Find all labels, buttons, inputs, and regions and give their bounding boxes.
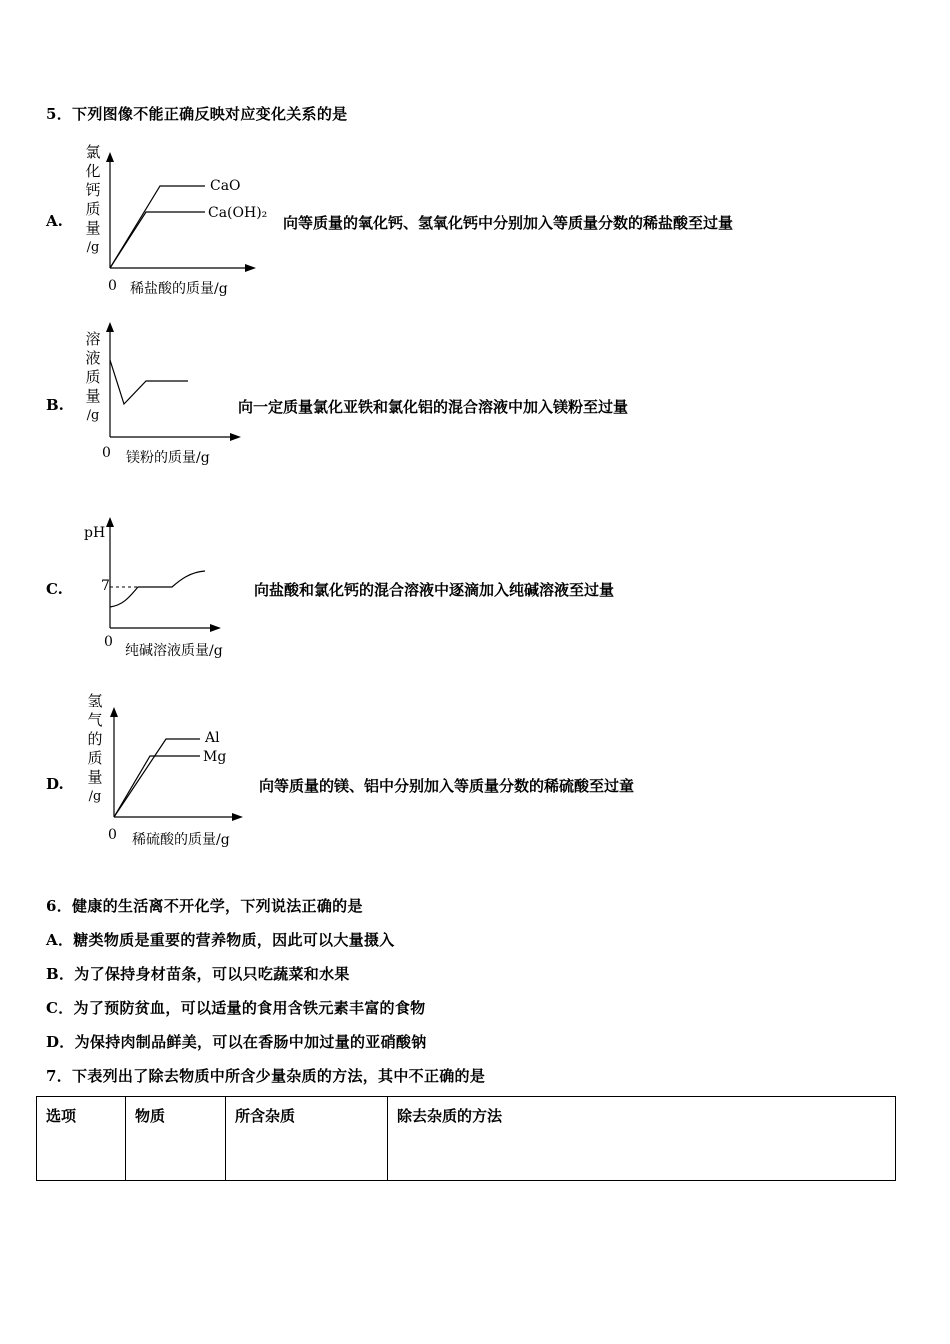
q5-d-x-arrow — [232, 813, 243, 821]
q5-b-origin: 0 — [102, 445, 111, 461]
q5-option-a-letter: A. — [46, 212, 63, 230]
q5-a-series-cao: CaO — [210, 178, 241, 194]
q5-d-mg-line — [114, 756, 200, 817]
q5-a-origin: 0 — [108, 278, 117, 294]
q5-option-b-letter: B. — [46, 396, 64, 414]
q5-b-x-axis-label: 镁粉的质量/g — [126, 450, 210, 466]
q5-d-series-al: Al — [205, 730, 220, 746]
q5-d-x-axis-label: 稀硫酸的质量/g — [132, 832, 230, 848]
q6-option-b: B．为了保持身材苗条，可以只吃蔬菜和水果 — [46, 965, 350, 983]
q5-c-x-axis-label: 纯碱溶液质量/g — [125, 643, 223, 659]
q7-table — [36, 1096, 896, 1181]
q5-d-series-mg: Mg — [203, 749, 227, 765]
q5-d-y-axis-label: 氢 气 的 质 量 /g — [87, 692, 103, 804]
q6-option-c: C．为了预防贫血，可以适量的食用含铁元素丰富的食物 — [46, 999, 426, 1017]
q5-a-x-axis-label: 稀盐酸的质量/g — [130, 281, 228, 297]
q7-header-option: 选项 — [37, 1097, 126, 1181]
q5-c-tick-7: 7 — [101, 578, 110, 594]
q6-option-a: A．糖类物质是重要的营养物质，因此可以大量摄入 — [46, 931, 395, 949]
q5-a-y-axis-label: 氯 化 钙 质 量 /g — [85, 143, 101, 255]
q5-option-d-letter: D. — [46, 775, 64, 793]
q5-option-a-text: 向等质量的氧化钙、氢氧化钙中分别加入等质量分数的稀盐酸至过量 — [283, 214, 734, 232]
q5-d-y-arrow — [110, 707, 118, 717]
q5-d-origin: 0 — [108, 827, 117, 843]
q7-header-substance: 物质 — [126, 1097, 226, 1181]
table-row — [37, 1097, 896, 1181]
q7-header-impurity: 所含杂质 — [226, 1097, 388, 1181]
q5-option-c-text: 向盐酸和氯化钙的混合溶液中逐滴加入纯碱溶液至过量 — [254, 581, 615, 599]
q5-a-series-caoh2: Ca(OH)₂ — [208, 205, 268, 221]
q5-c-y-axis-label: pH — [84, 525, 106, 541]
q5-option-d-text: 向等质量的镁、铝中分别加入等质量分数的稀硫酸至过童 — [259, 777, 635, 795]
q6-stem: 6．健康的生活离不开化学，下列说法正确的是 — [46, 897, 363, 915]
q5-d-al-line — [114, 739, 200, 817]
q5-option-c-letter: C. — [46, 580, 63, 598]
q5-option-b-text: 向一定质量氯化亚铁和氯化铝的混合溶液中加入镁粉至过量 — [238, 398, 629, 416]
q5-stem: 5．下列图像不能正确反映对应变化关系的是 — [46, 105, 348, 123]
q7-stem: 7．下表列出了除去物质中所含少量杂质的方法，其中不正确的是 — [46, 1067, 486, 1085]
q7-header-method: 除去杂质的方法 — [388, 1097, 896, 1181]
q5-c-origin: 0 — [104, 634, 113, 650]
q6-option-d: D．为保持肉制品鲜美，可以在香肠中加过量的亚硝酸钠 — [46, 1033, 427, 1051]
q5-b-y-axis-label: 溶 液 质 量 /g — [85, 330, 101, 423]
